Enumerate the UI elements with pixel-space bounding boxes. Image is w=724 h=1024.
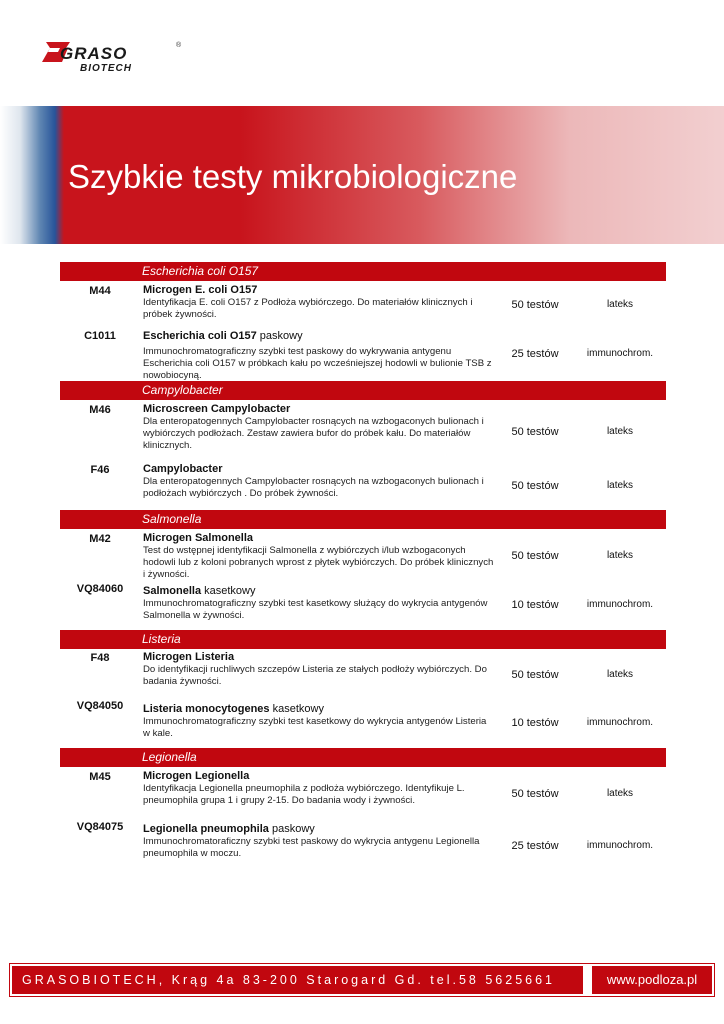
section-header-campylobacter xyxy=(60,381,666,400)
test-count: 10 testów xyxy=(511,717,559,729)
product-name: Salmonella kasetkowy xyxy=(143,585,256,597)
footer-address: GRASOBIOTECH, Krąg 4a 83-200 Starogard Gd. tel.58 5625661 xyxy=(12,966,583,994)
product-code: M46 xyxy=(89,404,111,416)
section-title: Campylobacter xyxy=(142,383,223,397)
test-count: 50 testów xyxy=(511,788,559,800)
product-name: Campylobacter xyxy=(143,463,223,475)
test-count: 50 testów xyxy=(511,669,559,681)
product-description: Identyfikacja Legionella pneumophila z podłoża wybiórczego. Identyfikuje L. pneumophila grupa 1 i grupy 2-15. Do badania wody i żywności. xyxy=(143,783,465,806)
product-code: M42 xyxy=(89,533,111,545)
product-name: Legionella pneumophila paskowy xyxy=(143,823,315,835)
product-description: Test do wstępnej identyfikacji Salmonella z wybiórczych i/lub wzbogaconych hodowli lub z koloni pobranych wprost z płytek wybiórczych. Do próbek klinicznych i żywności. xyxy=(143,545,494,580)
product-description: Immunochromatograficzny szybki test paskowy do wykrywania antygenu Escherichia coli O157 w próbkach kału po wcześniejszej hodowli w bulionie TSB z nowobiocyną. xyxy=(143,346,492,381)
product-name: Microgen Legionella xyxy=(143,770,250,782)
test-count: 10 testów xyxy=(511,599,559,611)
company-logo xyxy=(40,38,182,84)
page-title: Szybkie testy mikrobiologiczne xyxy=(68,158,518,195)
product-description: Immunochromatograficzny szybki test kasetkowy do wykrycia antygenów Listeria w kale. xyxy=(143,716,487,739)
test-method: lateks xyxy=(606,788,634,799)
product-description: Identyfikacja E. coli O157 z Podłoża wybiórczego. Do materiałów klinicznych i próbek żywności. xyxy=(143,297,473,320)
test-method: immunochrom. xyxy=(586,348,654,359)
product-code: VQ84050 xyxy=(76,700,124,712)
product-description: Do identyfikacji ruchliwych szczepów Listeria ze stałych podłoży wybiórczych. Do badania żywności. xyxy=(143,664,487,687)
section-header-salmonella xyxy=(60,510,666,529)
test-method: lateks xyxy=(606,480,634,491)
test-count: 50 testów xyxy=(511,480,559,492)
product-description: Immunochromatograficzny szybki test kasetkowy służący do wykrycia antygenów Salmonella w żywności. xyxy=(143,598,488,621)
product-description: Immunochromatoraficzny szybki test paskowy do wykrycia antygenu Legionella pneumophila w moczu. xyxy=(143,836,480,859)
product-name: Microgen Listeria xyxy=(143,651,235,663)
logo-sub-text: BIOTECH xyxy=(80,63,132,74)
registered-mark: ® xyxy=(176,42,182,49)
test-method: lateks xyxy=(606,550,634,561)
section-title: Salmonella xyxy=(142,512,202,526)
test-count: 25 testów xyxy=(511,348,559,360)
section-title: Legionella xyxy=(142,750,197,764)
test-method: immunochrom. xyxy=(586,840,654,851)
test-method: lateks xyxy=(606,426,634,437)
footer-website-link[interactable]: www.podloza.pl xyxy=(592,966,712,994)
product-code: C1011 xyxy=(84,330,116,342)
title-banner xyxy=(0,106,724,244)
product-code: F48 xyxy=(90,652,110,664)
product-name: Listeria monocytogenes kasetkowy xyxy=(143,703,324,715)
test-count: 25 testów xyxy=(511,840,559,852)
test-method: lateks xyxy=(606,669,634,680)
section-title: Escherichia coli O157 xyxy=(142,264,259,278)
product-code: VQ84060 xyxy=(76,583,124,595)
section-header-legionella xyxy=(60,748,666,767)
product-code: F46 xyxy=(90,464,110,476)
product-code: M45 xyxy=(89,771,111,783)
product-name: Microscreen Campylobacter xyxy=(143,403,291,415)
logo-brand-text: GRASO xyxy=(60,44,128,63)
test-count: 50 testów xyxy=(511,426,559,438)
product-code: M44 xyxy=(89,285,111,297)
section-title: Listeria xyxy=(142,632,181,646)
product-name: Escherichia coli O157 paskowy xyxy=(143,330,303,342)
footer xyxy=(9,963,715,997)
section-header-ecoli xyxy=(60,262,666,281)
product-description: Dla enteropatogennych Campylobacter rosnących na wzbogaconych bulionach i wybiórczych podłożach. Zestaw zawiera bufor do próbek kału. Do materiałów klinicznych. xyxy=(143,416,484,451)
test-method: lateks xyxy=(606,299,634,310)
product-name: Microgen Salmonella xyxy=(143,532,254,544)
product-code: VQ84075 xyxy=(76,821,124,833)
test-method: immunochrom. xyxy=(586,717,654,728)
test-count: 50 testów xyxy=(511,550,559,562)
test-method: immunochrom. xyxy=(586,599,654,610)
section-header-listeria xyxy=(60,630,666,649)
product-description: Dla enteropatogennych Campylobacter rosnących na wzbogaconych bulionach i podłożach wybiórczych . Do próbek żywności. xyxy=(143,476,484,499)
test-count: 50 testów xyxy=(511,299,559,311)
product-name: Microgen E. coli O157 xyxy=(143,284,258,296)
